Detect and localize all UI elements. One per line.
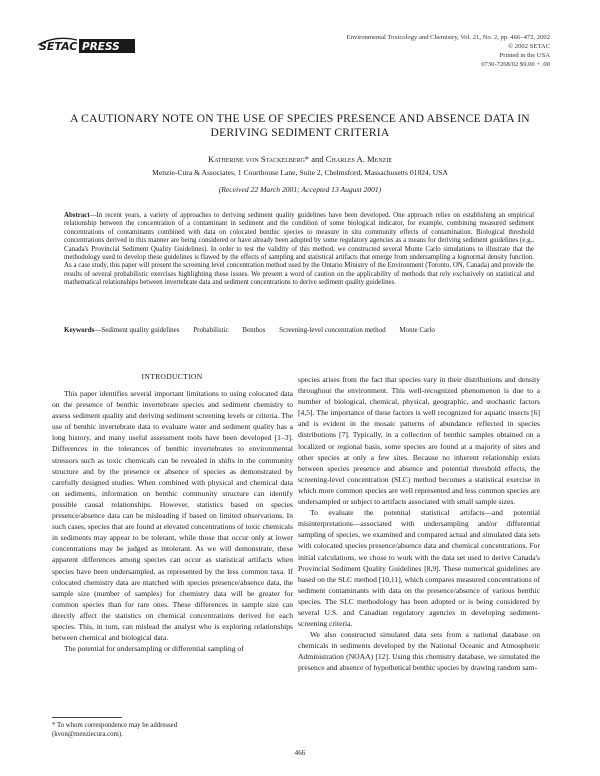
author-conjunction: and (309, 154, 326, 164)
body-paragraph: The potential for undersampling or differential sampling of (64, 644, 244, 654)
keyword-item: Screening-level concentration method (279, 326, 386, 334)
publisher-logo (33, 32, 139, 54)
svg-text:SETAC: SETAC (39, 40, 78, 53)
keyword-item: —Sediment quality guidelines (94, 326, 180, 334)
setac-press-logo-icon (33, 32, 139, 54)
svg-text:PRESS: PRESS (82, 41, 120, 53)
journal-header (347, 33, 550, 69)
footnote-line: * To whom correspondence may be addressed (52, 722, 178, 729)
body-column-right (298, 374, 540, 674)
author-line (40, 154, 560, 164)
keywords-label: Keywords (64, 326, 95, 334)
section-heading-introduction: INTRODUCTION (141, 372, 203, 381)
received-dates: (Received 22 March 2001; Accepted 13 August 2001) (218, 185, 382, 194)
abstract-label: Abstract (64, 212, 90, 219)
journal-citation: Environmental Toxicology and Chemistry, Vol. 21, No. 2, pp. 466–472, 2002 (346, 34, 550, 41)
author-second: Charles A. Menzie (325, 154, 393, 164)
page-number: 466 (294, 749, 306, 757)
abstract (64, 212, 534, 288)
keyword-item: Probabilistic (193, 326, 229, 334)
footnote-divider (52, 717, 122, 718)
body-paragraph: We also constructed simulated data sets from a national database on chemicals in sediments developed by the National Oceanic and Atmospheric Administration (NOAA) [12]. Using this chemistry database, we simulated the presence and absence of hypothetical benthic species by drawing random sam- (298, 630, 540, 673)
keywords (64, 326, 534, 335)
paper-title: A CAUTIONARY NOTE ON THE USE OF SPECIES PRESENCE AND ABSENCE DATA IN DERIVING SEDIMENT CRITERIA (70, 112, 530, 139)
body-paragraph: species arises from the fact that species vary in their distributions and density throughout the environment. This well-recognized phenomenon is due to a number of biological, chemical, physical, geographic, and stochastic factors [4,5]. The importance of these factors is well recognized for aquatic insects [6] and is evident in the mosaic patterns of abundance reflected in species distributions [7]. Typically, in a collection of benthic samples obtained on a localized or regional basis, some species are found at a majority of sites and other species at only a few sites. Because no inherent relationship exists between species presence and absence and potential threshold effects, the screening-level concentration (SLC) method becomes a statistical exercise in which more common species are well represented and less common species are undersampled or subject to artifacts associated with small sample sizes. (298, 375, 540, 507)
body-column-left (52, 388, 293, 654)
author-first: Katherine von Stackelberg* (207, 154, 310, 164)
footnote-email: (kvon@menziecura.com). (52, 731, 123, 738)
keyword-item: Benthos (242, 326, 266, 334)
body-paragraph: This paper identifies several important limitations to using colocated data on the presence of benthic invertebrate species and sediment chemistry to assess sediment quality and deriving sediment screening levels or criteria. The use of benthic invertebrate data to evaluate water and sediment quality has a long history, and many useful assessment tools have been developed [1–3]. Differences in the tolerances of benthic invertebrates to environmental stressors such as toxic chemicals can be revealed in shifts in the community structure and by the presence or absence of species as demonstrated by carefully designed studies. When combined with physical and chemical data on sediments, information on benthic community structure can identify possible causal relationships. However, statistics based on species presence/absence data can be misleading if based on limited observations. In such cases, species that are found at elevated concentrations of toxic chemicals in sediments may appear to be tolerant, while those that occur only at lower concentrations may be judged as intolerant. As we will demonstrate, these apparent differences among species can occur as statistical artifacts when species have been undersampled, as represented by the less common taxa. If colocated chemistry data are matched with species presence/absence data, the sample size (number of samples) for chemistry data will be greater for common species than for rare ones. These differences in sample size can directly affect the statistics on chemical concentrations derived for each species. This, in turn, can mislead the analyst who is exploring relationships between chemical and biological data. (52, 389, 293, 643)
author-affiliation: Menzie-Cura & Associates, 1 Courthouse Lane, Suite 2, Chelmsford, Massachusetts 01824, USA (152, 168, 448, 177)
body-paragraph: To evaluate the potential statistical artifacts—and potential misinterpretations—associated with undersampling and/or differential sampling of species, we examined and compared actual and simulated data sets with colocated species presence/absence data and chemical concentrations. For initial calculations, we chose to work with the data set used to derive Canada's Provincial Sediment Quality Guidelines [8,9]. These numerical guidelines are based on the SLC method [10,11], which compares measured concentrations of sediment contaminants with data on the presence/absence of various benthic species. The SLC methodology has been adopted or is being considered by several U.S. and Canadian regulatory agencies in developing sediment-screening criteria. (298, 508, 540, 629)
keyword-item: Monte Carlo (399, 326, 435, 334)
correspondence-footnote (52, 721, 177, 739)
copyright-notice: © 2002 SETAC (508, 43, 550, 50)
abstract-text: —In recent years, a variety of approaches to deriving sediment quality guidelines have been developed. One approach relies on establishing an empirical relationship between the concentration of a contaminant in sediment and the condition of some biological indicator, for example, combining measured sediment concentrations of contaminants combined with data on colocated benthic species to measure in situ community effects of contamination. Biological threshold concentrations derived in this manner are being considered or have already been adopted by some regulatory agencies as a means for deriving sediment guidelines (e.g., Canada's Provincial Sediment Quality Guidelines). In order to test the validity of this method, we constructed several Monte Carlo simulations to illustrate that the methodology used to develop these guidelines is flawed by the effects of sampling and statistical artifacts that emerge from undersampling a lognormal density function. As a case study, this paper will present the screening level concentration method used by the Ontario Ministry of the Environment (Toronto, ON, Canada) and provide the results of several probabilistic exercises highlighting these issues. We present a word of caution on the applicability of methods that rely exclusively on statistical and mathematical relationships between invertebrate data and sediment concentrations to derive sediment quality guidelines. (64, 212, 534, 287)
printed-location: Printed in the USA (499, 52, 550, 59)
issn-price: 0730-7268/02 $9.00 + .00 (481, 61, 550, 68)
